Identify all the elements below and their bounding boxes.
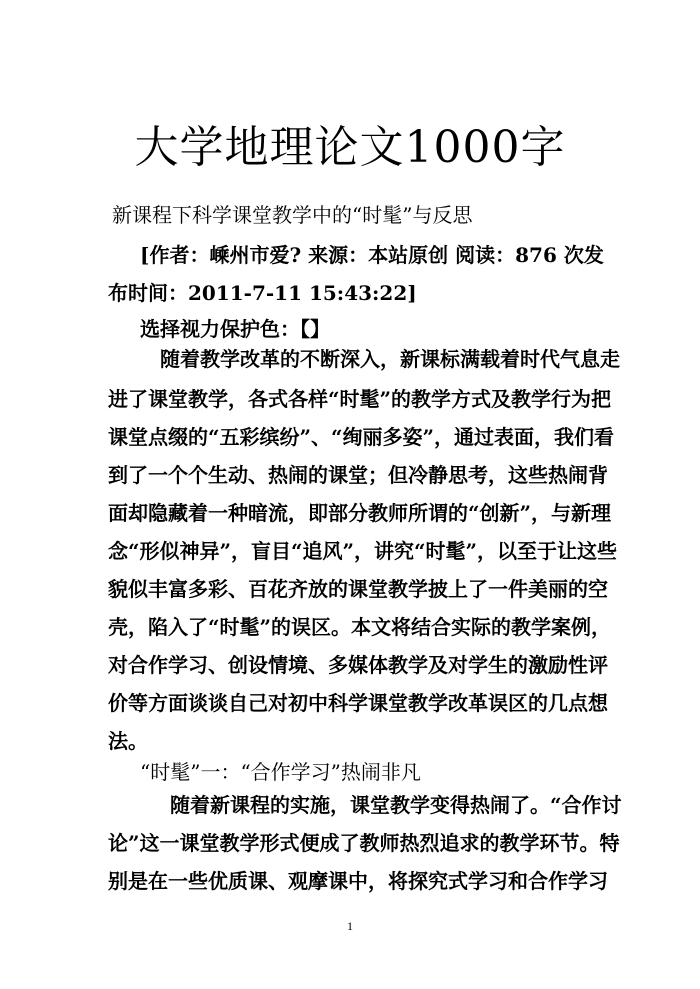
page-number: 1 [347, 919, 353, 933]
section-heading-1: “时髦”一：“合作学习”热闹非凡 [140, 760, 421, 784]
eye-care-label: 选择视力保护色：【】 [140, 317, 330, 341]
paragraph-1-line-10: 价等方面谈谈自己对初中科学课堂教学改革误区的几点想 [108, 691, 608, 715]
paragraph-1-line-7: 貌似丰富多彩、百花齐放的课堂教学披上了一件美丽的空 [108, 577, 608, 601]
paragraph-1-line-5: 面却隐藏着一种暗流，即部分教师所谓的“创新”，与新理 [108, 501, 612, 525]
document-title: 大学地理论文1000字 [134, 122, 566, 173]
paragraph-1-line-4: 到了一个个生动、热闹的课堂；但冷静思考，这些热闹背 [108, 463, 608, 487]
paragraph-2-line-3: 别是在一些优质课、观摩课中，将探究式学习和合作学习 [108, 869, 608, 893]
paragraph-1-line-3: 课堂点缀的“五彩缤纷”、“绚丽多姿”，通过表面，我们看 [108, 425, 615, 449]
paragraph-1-line-2: 进了课堂教学，各式各样“时髦”的教学方式及教学行为把 [108, 387, 612, 411]
metadata-line-2: 布时间：2011-7-11 15:43:22] [108, 281, 417, 305]
paragraph-1-line-8: 壳，陷入了“时髦”的误区。本文将结合实际的教学案例， [108, 615, 612, 639]
metadata-line-1: [作者：嵊州市爱? 来源：本站原创 阅读：876 次发 [140, 243, 604, 267]
paragraph-1-line-1: 随着教学改革的不断深入，新课标满载着时代气息走 [160, 347, 620, 371]
paragraph-2-line-1: 随着新课程的实施，课堂教学变得热闹了。“合作讨 [170, 793, 622, 817]
paragraph-1-line-11: 法。 [108, 729, 148, 753]
paragraph-1-line-9: 对合作学习、创设情境、多媒体教学及对学生的激励性评 [108, 653, 608, 677]
paragraph-2-line-2: 论”这一课堂教学形式便成了教师热烈追求的教学环节。特 [108, 831, 620, 855]
document-subtitle: 新课程下科学课堂教学中的“时髦”与反思 [112, 203, 473, 227]
paragraph-1-line-6: 念“形似神异”，盲目“追风”，讲究“时髦”，以至于让这些 [108, 539, 618, 563]
